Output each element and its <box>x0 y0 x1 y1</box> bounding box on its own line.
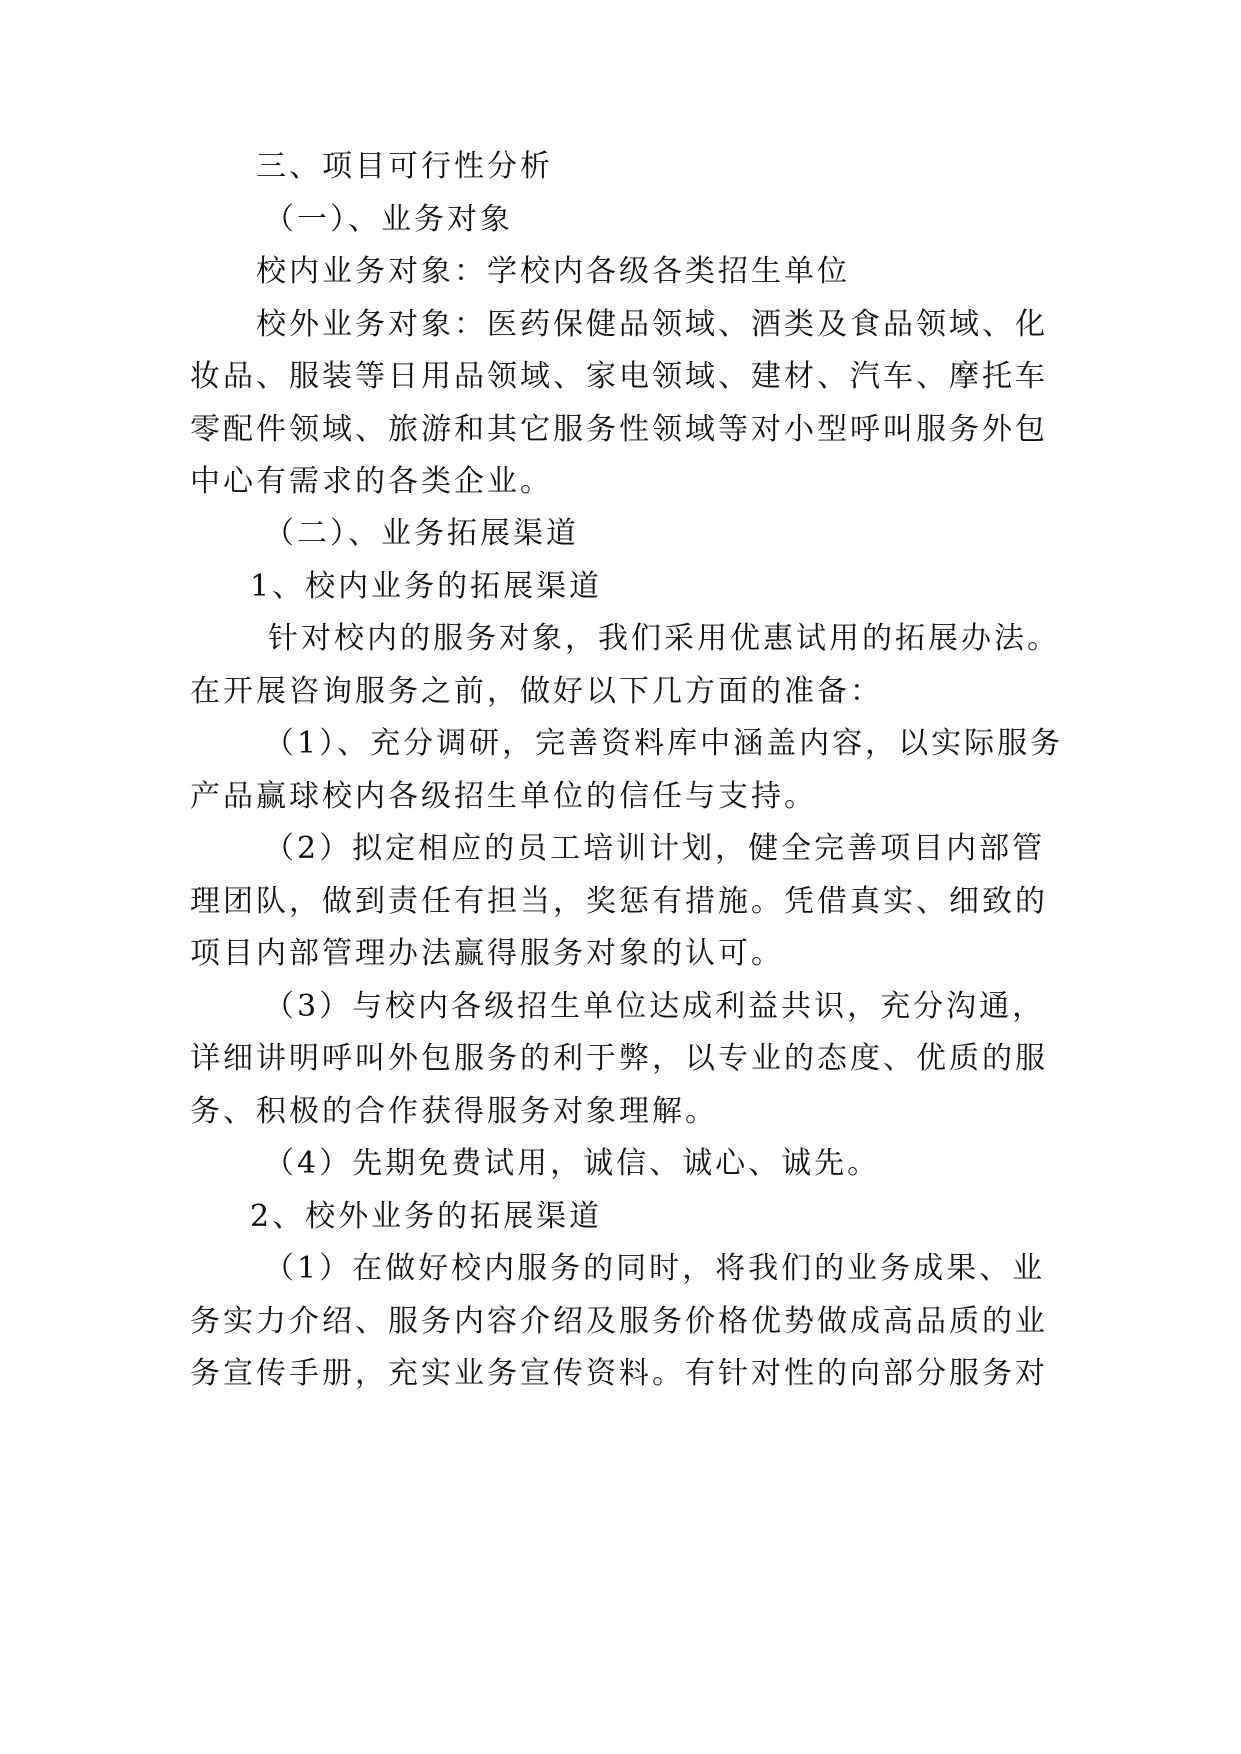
paragraph-line: 零配件领域、旅游和其它服务性领域等对小型呼叫服务外包 <box>190 412 1048 447</box>
list-item-line: （2）拟定相应的员工培训计划，健全完善项目内部管 <box>264 831 1046 866</box>
paragraph-line: 务实力介绍、服务内容介绍及服务价格优势做成高品质的业 <box>190 1304 1048 1339</box>
paragraph-line: 产品赢球校内各级招生单位的信任与支持。 <box>190 779 817 814</box>
subsection-heading: （一）、业务对象 <box>264 202 513 237</box>
list-item-line: （1）、充分调研，完善资料库中涵盖内容，以实际服务 <box>264 726 1064 761</box>
paragraph-line: 理团队，做到责任有担当，奖惩有措施。凭借真实、细致的 <box>190 884 1048 919</box>
paragraph-line: 在开展咨询服务之前，做好以下几方面的准备： <box>190 674 883 709</box>
section-heading: 三、项目可行性分析 <box>256 149 553 184</box>
paragraph-line: 针对校内的服务对象，我们采用优惠试用的拓展办法。 <box>268 621 1060 656</box>
paragraph-line: 校外业务对象：医药保健品领域、酒类及食品领域、化 <box>256 307 1048 342</box>
subsection-heading: 2、校外业务的拓展渠道 <box>250 1199 603 1234</box>
list-item-line: （1）在做好校内服务的同时，将我们的业务成果、业 <box>264 1251 1046 1286</box>
subsection-heading: 1、校内业务的拓展渠道 <box>250 569 603 604</box>
subsection-heading: （二）、业务拓展渠道 <box>264 516 579 551</box>
paragraph-line: 务宣传手册，充实业务宣传资料。有针对性的向部分服务对 <box>190 1356 1048 1391</box>
paragraph-line: 妆品、服装等日用品领域、家电领域、建材、汽车、摩托车 <box>190 359 1048 394</box>
list-item-line: （4）先期免费试用，诚信、诚心、诚先。 <box>264 1146 881 1181</box>
paragraph-line: 详细讲明呼叫外包服务的利于弊，以专业的态度、优质的服 <box>190 1041 1048 1076</box>
list-item-line: （3）与校内各级招生单位达成利益共识，充分沟通， <box>264 989 1046 1024</box>
paragraph-line: 中心有需求的各类企业。 <box>190 464 553 499</box>
paragraph-line: 校内业务对象：学校内各级各类招生单位 <box>256 254 850 289</box>
paragraph-line: 项目内部管理办法赢得服务对象的认可。 <box>190 936 784 971</box>
paragraph-line: 务、积极的合作获得服务对象理解。 <box>190 1094 718 1129</box>
